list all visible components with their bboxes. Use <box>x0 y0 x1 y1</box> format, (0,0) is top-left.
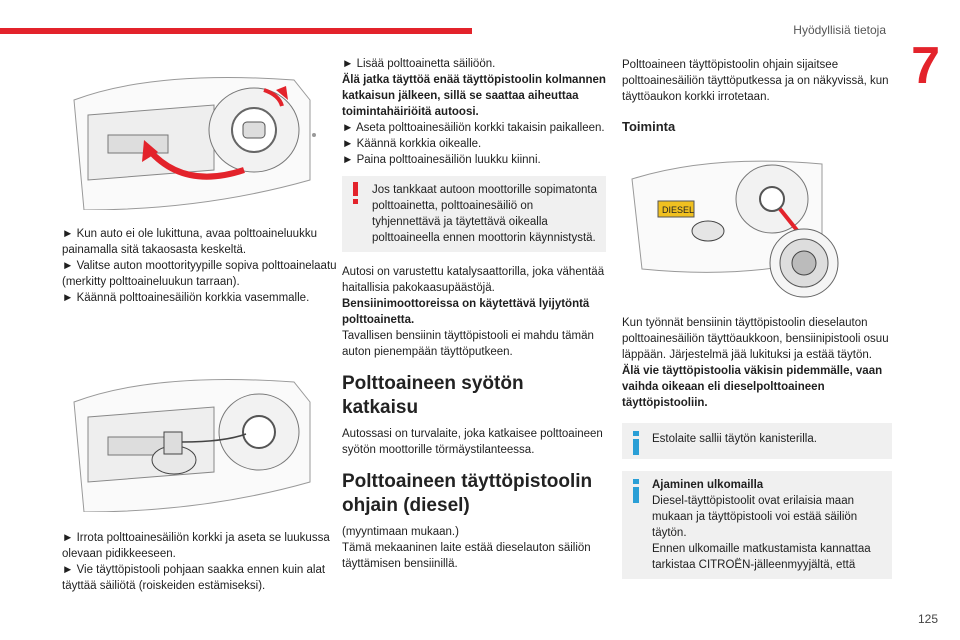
step-add-fuel: ► Lisää polttoainetta säiliöön. <box>342 58 496 70</box>
info-icon <box>632 431 640 455</box>
step-insert-nozzle: ► Vie täyttöpistooli pohjaan saakka ennen kuin alat täyttää säiliötä (roiskeiden estämiseksi). <box>62 564 326 592</box>
step-remove-cap: ► Irrota polttoainesäiliön korkki ja aseta se luukussa olevaan pidikkeeseen. <box>62 532 330 560</box>
page-number: 125 <box>917 612 938 626</box>
info-icon <box>632 479 640 503</box>
header-title: Hyödyllisiä tietoja <box>793 23 886 37</box>
warning-box <box>342 176 606 252</box>
catalyst-bold: Bensiinimoottoreissa on käytettävä lyijytöntä polttoainetta. <box>342 298 590 326</box>
operation-heading: Toiminta <box>622 119 676 134</box>
step-turn-cap-left: ► Käännä polttoainesäiliön korkkia vasemmalle. <box>62 292 310 304</box>
fuel-cap-open-illustration <box>64 60 316 210</box>
step-turn-cap-right: ► Käännä korkkia oikealle. <box>342 138 482 150</box>
intro-text: Polttoaineen täyttöpistoolin ohjain sijaitsee polttoainesäiliön täyttöputkessa ja on näkyvissä, kun täyttöaukon korkki irrotetaan. <box>622 59 889 103</box>
step-open-flap: ► Kun auto ei ole lukittuna, avaa polttoaineluukku painamalla sitä takaosasta keskeltä. <box>62 228 317 256</box>
info-box-abroad <box>622 471 892 579</box>
info-abroad-text-2: Ennen ulkomaille matkustamista kannattaa tarkistaa CITROËN-jälleenmyyjältä, että <box>652 543 871 571</box>
misfuel-device-illustration <box>622 149 874 299</box>
chapter-number: 7 <box>911 37 940 95</box>
operation-text: Kun työnnät bensiinin täyttöpistoolin dieselauton polttoainesäiliön täyttöaukkoon, bensiinipistooli osuu läppään. Järjestelmä jää lukituksi ja estää täytön. <box>622 317 889 361</box>
info-canister-text: Estolaite sallii täytön kanisterilla. <box>652 433 817 445</box>
column-1-steps-a <box>62 226 344 306</box>
catalyst-text: Autosi on varustettu katalysaattorilla, joka vähentää haitallisia pakokaasupäästöjä. <box>342 266 605 294</box>
header-accent-bar <box>0 28 472 34</box>
step-select-fuel: ► Valitse auton moottorityypille sopiva polttoainelaatu (merkitty polttoaineluukun tarraan). <box>62 260 337 288</box>
info-abroad-title: Ajaminen ulkomailla <box>652 479 764 491</box>
warning-exclamation-icon <box>350 182 362 204</box>
section-misfuel-note: (myyntimaan mukaan.) <box>342 526 459 538</box>
column-3 <box>622 57 892 579</box>
section-misfuel-text: Tämä mekaaninen laite estää dieselauton säiliön täyttämisen bensiinillä. <box>342 542 591 570</box>
catalyst-text-2: Tavallisen bensiinin täyttöpistooli ei mahdu tämän auton pienempään täyttöputkeen. <box>342 330 594 358</box>
bold-warning-third-cutoff: Älä jatka täyttöä enää täyttöpistoolin kolmannen katkaisun jälkeen, sillä se saattaa aiheuttaa toimintahäiriöitä autoosi. <box>342 74 606 118</box>
step-refit-cap: ► Aseta polttoainesäiliön korkki takaisin paikalleen. <box>342 122 605 134</box>
fuel-cap-holder-illustration <box>64 362 316 512</box>
svg-text:DIESEL: DIESEL <box>662 205 695 215</box>
section-fuel-cutoff-text: Autossasi on turvalaite, joka katkaisee polttoaineen syötön moottorille törmäystilanteessa. <box>342 428 603 456</box>
step-close-flap: ► Paina polttoainesäiliön luukku kiinni. <box>342 154 541 166</box>
operation-bold-warning: Älä vie täyttöpistoolia väkisin pidemmälle, vaan vaihda oikeaan eli dieselpolttoaineen täyttöpistooliin. <box>622 365 883 409</box>
column-2 <box>342 56 606 572</box>
column-1-steps-b <box>62 530 344 594</box>
warning-text: Jos tankkaat autoon moottorille sopimatonta polttoainetta, polttoainesäiliö on tyhjennettävä ja täytettävä oikealla polttoaineella ennen moottorin käynnistystä. <box>372 184 598 244</box>
info-abroad-text: Diesel-täyttöpistoolit ovat erilaisia maan mukaan ja täyttöpistooli voi estää säiliön täytön. <box>652 495 858 539</box>
section-misfuel-title: Polttoaineen täyttöpistoolin ohjain (diesel) <box>342 471 593 516</box>
info-box-canister <box>622 423 892 459</box>
section-fuel-cutoff-title: Polttoaineen syötön katkaisu <box>342 373 524 418</box>
